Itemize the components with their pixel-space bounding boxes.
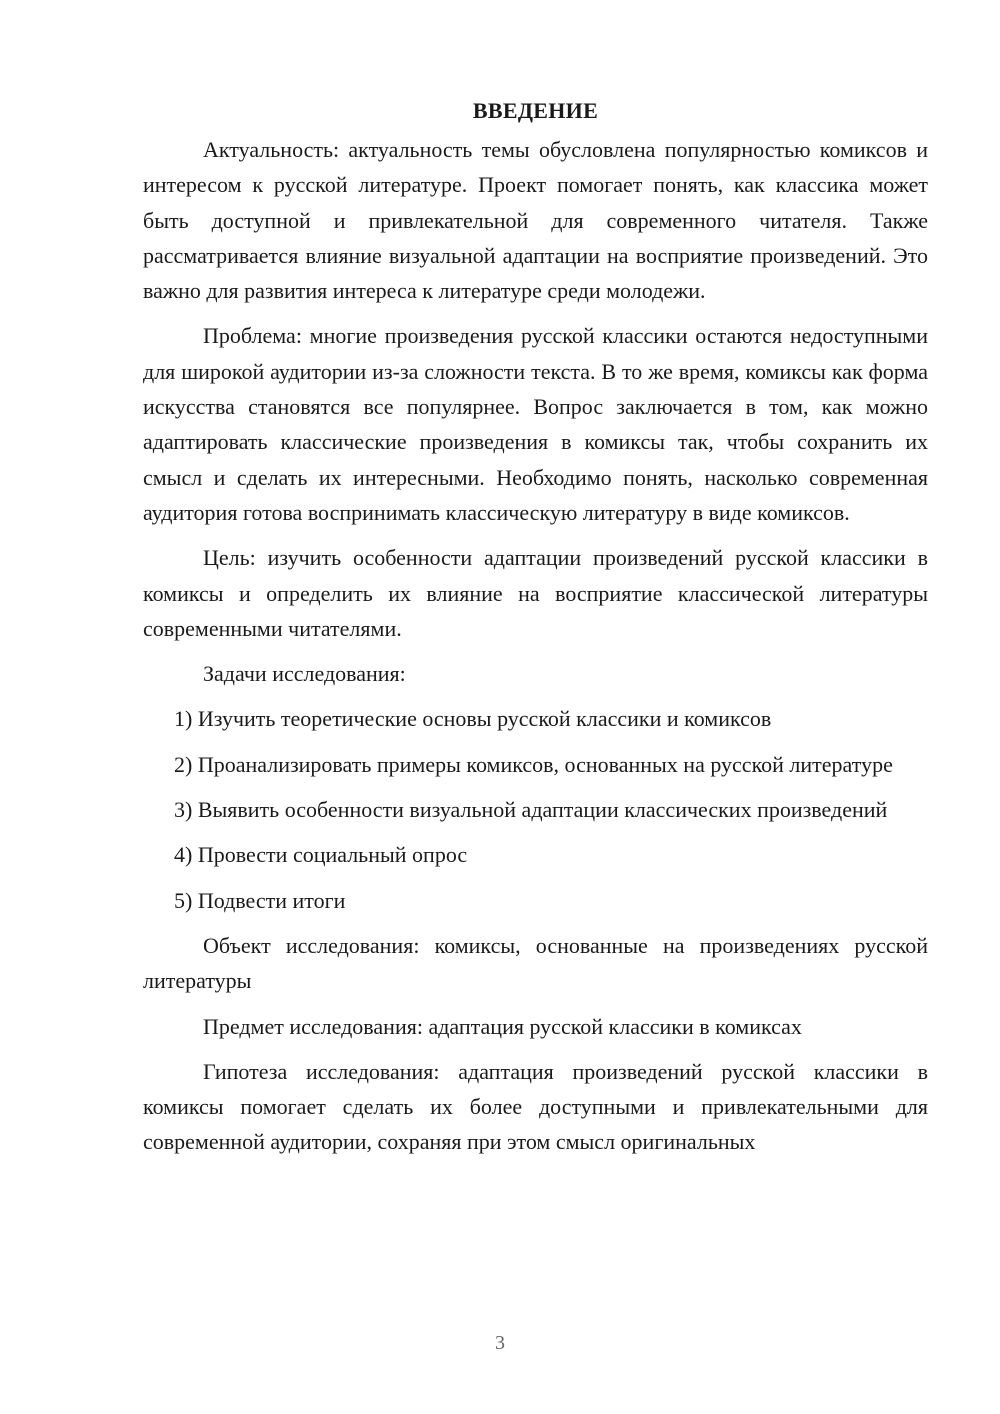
paragraph-hypothesis: Гипотеза исследования: адаптация произведений русской классики в комиксы помогает сделать их более доступными и привлекательными для современной аудитории, сохраняя при этом смысл оригинальных: [143, 1058, 928, 1155]
paragraph-subject: Предмет исследования: адаптация русской классики в комиксах: [203, 1013, 802, 1039]
paragraph-relevance: Актуальность: актуальность темы обусловлена популярностью комиксов и интересом к русской литературе. Проект помогает понять, как классика может быть доступной и привлекательной для современного читателя. Также рассматривается влияние визуальной адаптации на восприятие произведений. Это важно для развития интереса к литературе среди молодежи.: [143, 137, 928, 304]
paragraph-problem: Проблема: многие произведения русской классики остаются недоступными для широкой аудитории из-за сложности текста. В то же время, комиксы как форма искусства становятся все популярнее. Вопрос заключается в том, как можно адаптировать классические произведения в комиксы так, чтобы сохранить их смысл и сделать их интересными. Необходимо понять, насколько современная аудитория готова воспринимать классическую литературу в виде комиксов.: [143, 323, 928, 525]
tasks-heading: Задачи исследования:: [203, 661, 406, 687]
task-item-1: 1) Изучить теоретические основы русской классики и комиксов: [174, 706, 772, 732]
document-page: [143, 90, 928, 1170]
paragraph-goal: Цель: изучить особенности адаптации произведений русской классики в комиксы и определить их влияние на восприятие классической литературы современными читателями.: [143, 545, 928, 641]
paragraph-object: Объект исследования: комиксы, основанные на произведениях русской литературы: [143, 932, 928, 994]
section-title: ВВЕДЕНИЕ: [472, 98, 599, 123]
task-item-4: 4) Провести социальный опрос: [174, 842, 468, 868]
task-item-2: 2) Проанализировать примеры комиксов, основанных на русской литературе: [174, 751, 893, 777]
task-item-3: 3) Выявить особенности визуальной адаптации классических произведений: [174, 797, 888, 823]
page-number: 3: [495, 1332, 505, 1354]
task-item-5: 5) Подвести итоги: [174, 887, 346, 913]
